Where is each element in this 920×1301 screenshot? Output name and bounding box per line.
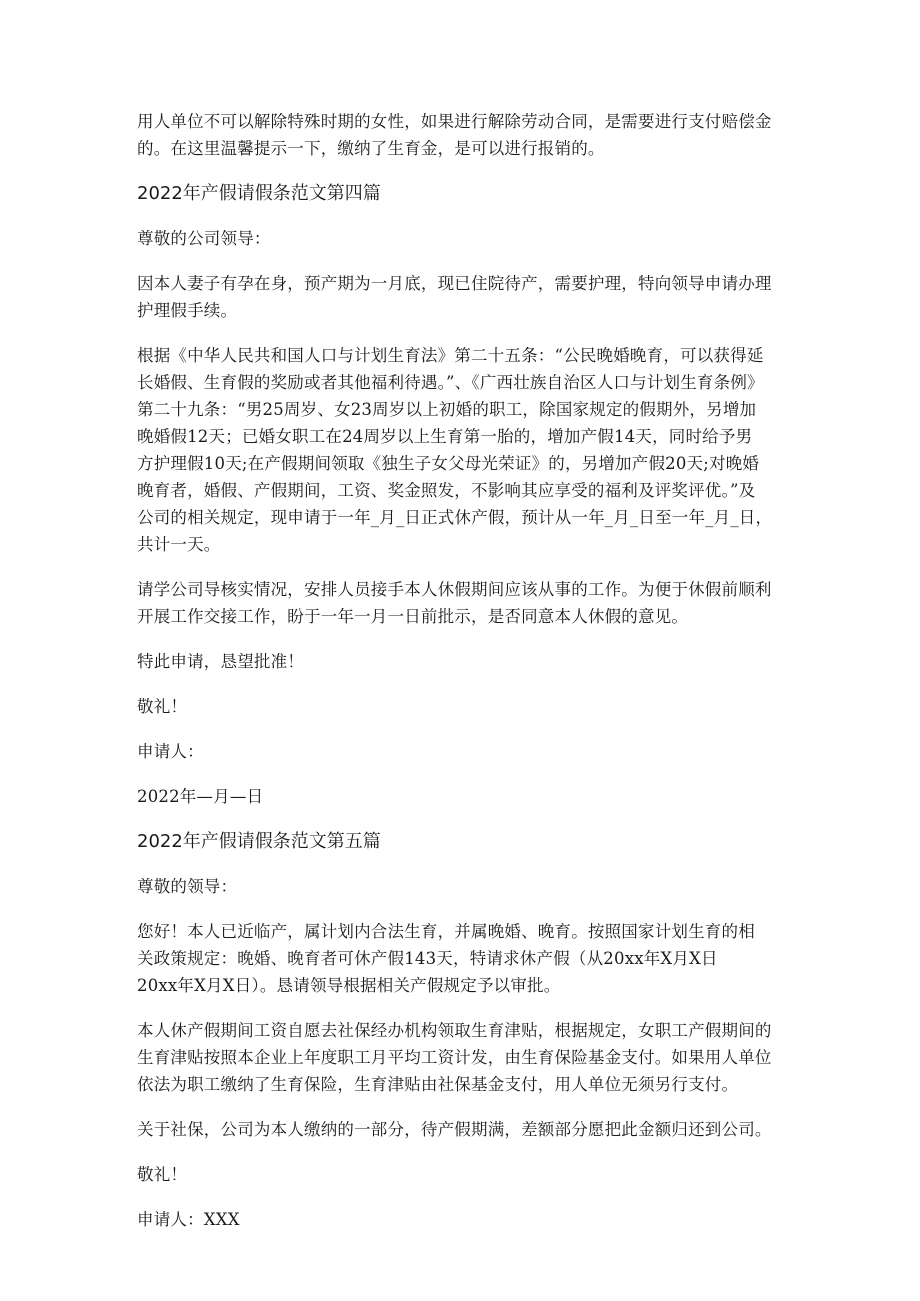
section4-paragraph-2 xyxy=(137,342,797,558)
text-line: 第二十九条：“男25周岁、女23周岁以上初婚的职工，除国家规定的假期外，另增加 xyxy=(137,400,757,419)
text-line: 请学公司导核实情况，安排人员接手本人休假期间应该从事的工作。为便于休假前顺利 xyxy=(137,580,772,599)
text-line: 关政策规定：晚婚、晚育者可休产假143天，特请求休产假（从20xx年X月X日 xyxy=(137,949,718,968)
section4-applicant: 申请人： xyxy=(137,742,204,761)
section5-salutation: 尊敬的领导： xyxy=(137,877,238,896)
text-line: 护理假手续。 xyxy=(137,301,238,320)
text-line: 本人休产假期间工资自愿去社保经办机构领取生育津贴，根据规定，女职工产假期间的 xyxy=(137,1021,772,1040)
text-line: 关于社保，公司为本人缴纳的一部分，待产假期满，差额部分愿把此金额归还到公司。 xyxy=(137,1120,772,1139)
text-line: 因本人妻子有孕在身，预产期为一月底，现已住院待产，需要护理，特向领导申请办理 xyxy=(137,274,772,293)
section4-title: 2022年产假请假条范文第四篇 xyxy=(137,183,381,204)
section5-paragraph-2 xyxy=(137,1017,797,1098)
text-line: 生育津贴按照本企业上年度职工月平均工资计发，由生育保险基金支付。如果用人单位 xyxy=(137,1048,772,1067)
text-line: 方护理假10天;在产假期间领取《独生子女父母光荣证》的，另增加产假20天;对晚婚 xyxy=(137,454,760,473)
text-line: 依法为职工缴纳了生育保险，生育津贴由社保基金支付，用人单位无须另行支付。 xyxy=(137,1075,739,1094)
text-line: 共计一天。 xyxy=(137,535,221,554)
document-page xyxy=(137,108,797,1251)
section4-request: 特此申请，恳望批准！ xyxy=(137,652,304,671)
text-line: 根据《中华人民共和国人口与计划生育法》第二十五条：“公民晚婚晚育，可以获得延 xyxy=(137,346,764,365)
intro-paragraph xyxy=(137,108,797,162)
section5-paragraph-3 xyxy=(137,1116,797,1143)
text-line: 晚育者，婚假、产假期间，工资、奖金照发，不影响其应享受的福利及评奖评优。”及 xyxy=(137,481,756,500)
text-line: 用人单位不可以解除特殊时期的女性，如果进行解除劳动合同，是需要进行支付赔偿金 xyxy=(137,112,772,131)
section4-paragraph-3 xyxy=(137,576,797,630)
section4-salutation: 尊敬的公司领导： xyxy=(137,229,271,248)
text-line: 20xx年X月X日）。恳请领导根据相关产假规定予以审批。 xyxy=(137,976,561,995)
section5-title: 2022年产假请假条范文第五篇 xyxy=(137,831,381,852)
text-line: 公司的相关规定，现申请于一年_月_日正式休产假，预计从一年_月_日至一年_月_日， xyxy=(137,508,773,527)
text-line: 晚婚假12天；已婚女职工在24周岁以上生育第一胎的，增加产假14天，同时给予男 xyxy=(137,427,753,446)
section4-regards: 敬礼！ xyxy=(137,697,188,716)
text-line: 您好！本人已近临产，属计划内合法生育，并属晚婚、晚育。按照国家计划生育的相 xyxy=(137,922,755,941)
text-line: 长婚假、生育假的奖励或者其他福利待遇。”、《广西壮族自治区人口与计划生育条例》 xyxy=(137,373,764,392)
section4-paragraph-1 xyxy=(137,270,797,324)
section5-regards: 敬礼！ xyxy=(137,1165,188,1184)
section4-date: 2022年—月—日 xyxy=(137,787,264,806)
section5-applicant: 申请人：XXX xyxy=(137,1210,240,1229)
text-line: 的。在这里温馨提示一下，缴纳了生育金，是可以进行报销的。 xyxy=(137,139,605,158)
text-line: 开展工作交接工作，盼于一年一月一日前批示，是否同意本人休假的意见。 xyxy=(137,607,689,626)
section5-paragraph-1 xyxy=(137,918,797,999)
